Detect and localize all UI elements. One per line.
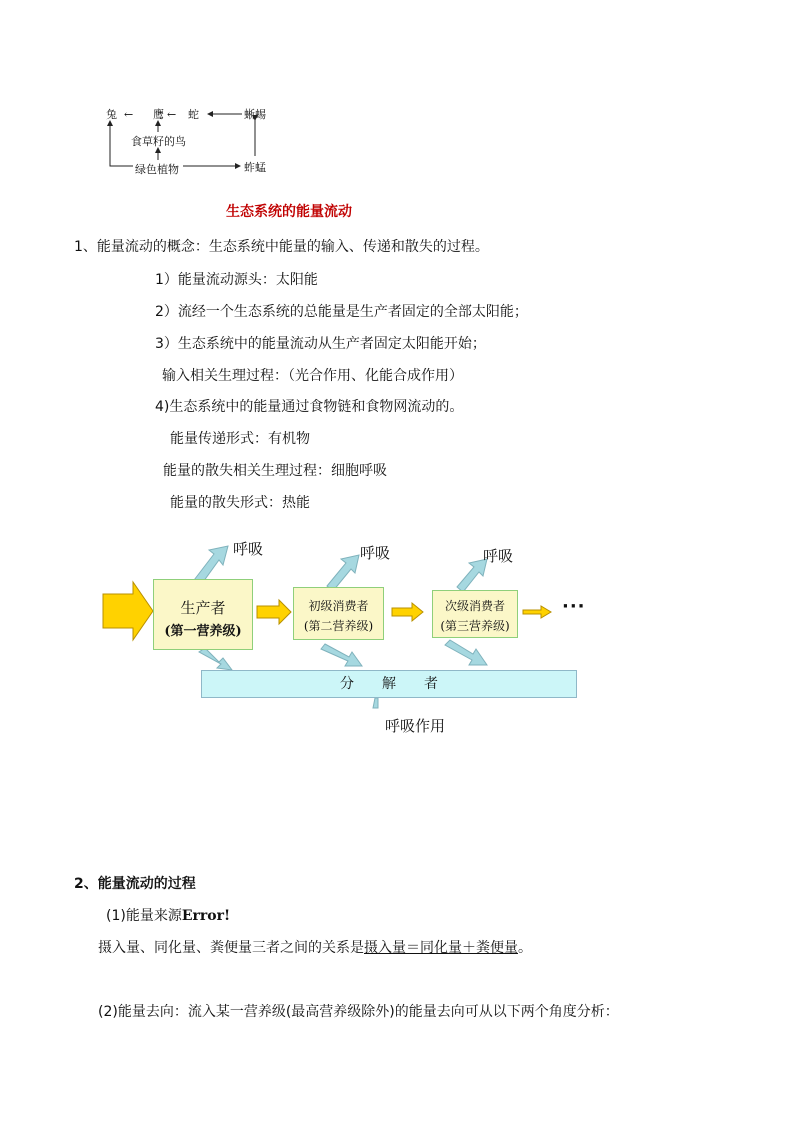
point1-item: 1）能量流动源头：太阳能 — [155, 272, 318, 288]
secondary-consumer-level: (第三营养级) — [440, 619, 510, 633]
respiration-label: 呼吸 — [483, 547, 514, 565]
secondary-consumer-name: 次级消费者 — [444, 599, 505, 613]
point1-item: 4)生态系统中的能量通过食物链和食物网流动的。 — [155, 399, 464, 415]
point1-heading: 1、能量流动的概念：生态系统中能量的输入、传递和散失的过程。 — [74, 239, 489, 255]
primary-consumer-level: (第二营养级) — [303, 619, 374, 633]
respiration-label: 呼吸 — [233, 540, 264, 558]
point2-sub2: (2)能量去向：流入某一营养级(最高营养级除外)的能量去向可从以下两个角度分析： — [98, 1004, 619, 1020]
point1-item: 2）流经一个生态系统的总能量是生产者固定的全部太阳能； — [155, 304, 528, 320]
relation-prefix: 摄入量、同化量、粪便量三者之间的关系是 — [98, 940, 364, 956]
section-title: 生态系统的能量流动 — [226, 204, 352, 220]
point2-sub1-prefix: (1)能量来源 — [106, 908, 182, 924]
point2-relation — [98, 939, 532, 957]
node-hawk: 鹰 — [153, 108, 164, 121]
relation-end: 。 — [518, 940, 532, 956]
node-lizard: 蜥蜴 — [244, 108, 266, 121]
point2-sub1 — [106, 907, 230, 925]
decomposer-respiration-label: 呼吸作用 — [385, 717, 446, 735]
node-green-plant: 绿色植物 — [135, 163, 179, 176]
point1-item: 能量的散失相关生理过程：细胞呼吸 — [163, 463, 387, 479]
node-snake: 蛇 — [188, 108, 199, 121]
point1-item: 能量传递形式：有机物 — [170, 431, 310, 447]
producer-level: (第一营养级) — [164, 624, 242, 639]
decomposer-bar — [201, 670, 577, 698]
point1-item: 能量的散失形式：热能 — [170, 495, 310, 511]
primary-consumer-name: 初级消费者 — [308, 599, 369, 613]
point2-heading: 2、能量流动的过程 — [74, 876, 196, 892]
continuation-ellipsis: ··· — [562, 596, 586, 617]
decomposer-label: 分 解 者 — [340, 676, 438, 692]
point1-item: 输入相关生理过程：（光合作用、化能合成作用） — [162, 368, 463, 384]
arrow-left-icon: ← — [167, 108, 177, 121]
node-rabbit: 兔 — [106, 108, 117, 121]
relation-formula: 摄入量＝同化量＋粪便量 — [364, 940, 518, 956]
node-grasshopper: 蚱蜢 — [244, 161, 266, 174]
secondary-consumer-box — [432, 590, 518, 638]
primary-consumer-box — [293, 587, 384, 640]
error-text: Error! — [181, 908, 231, 924]
node-seed-bird: 食草籽的鸟 — [131, 135, 186, 148]
producer-name: 生产者 — [180, 599, 226, 617]
food-web-arrows — [95, 100, 280, 180]
arrow-left-icon: ← — [124, 108, 134, 121]
producer-box — [153, 579, 253, 650]
respiration-label: 呼吸 — [360, 544, 391, 562]
point1-item: 3）生态系统中的能量流动从生产者固定太阳能开始； — [155, 336, 486, 352]
